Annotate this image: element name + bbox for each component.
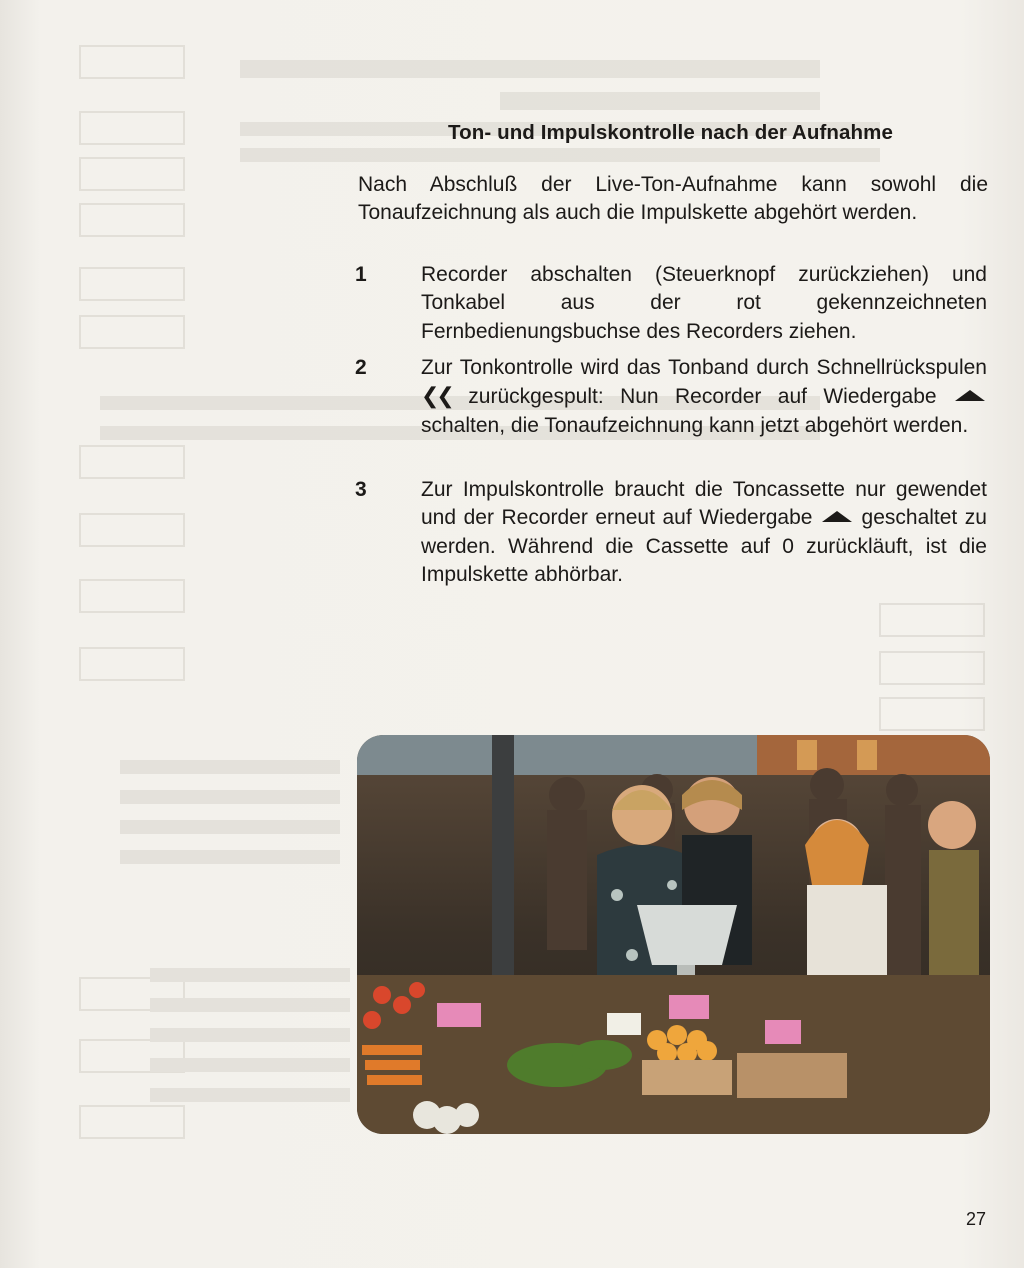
step-number: 2 bbox=[355, 356, 367, 379]
step-number: 1 bbox=[355, 263, 367, 286]
rewind-icon: ❮❮ bbox=[421, 383, 452, 409]
step-text: Recorder abschalten (Steuerknopf zurückziehen) und Tonkabel aus der rot gekennzeichneten Fernbedienungsbuchse des Recorders ziehen. bbox=[421, 263, 987, 343]
page-number: 27 bbox=[966, 1209, 987, 1229]
step-number: 3 bbox=[355, 478, 367, 501]
step-text-part: Zur Tonkontrolle wird das Tonband durch Schnellrückspulen bbox=[421, 356, 987, 379]
market-illustration bbox=[357, 735, 990, 1134]
step-text bbox=[421, 354, 987, 440]
intro-paragraph: Nach Abschluß der Live-Ton-Aufnahme kann sowohl die Tonaufzeichnung als auch die Impulskette abgehört werden. bbox=[358, 173, 988, 225]
market-scene-photo bbox=[357, 735, 990, 1134]
play-triangle-icon bbox=[822, 511, 852, 522]
section-heading: Ton- und Impulskontrolle nach der Aufnahme bbox=[448, 121, 893, 144]
step-text-part: geschaltet zu werden. Während die Cassette auf 0 zurückläuft, ist die Impulskette abhörbar. bbox=[421, 506, 987, 586]
step-text-part: schalten, die Tonaufzeichnung kann jetzt abgehört werden. bbox=[421, 413, 969, 437]
step-text-part: zurückgespult: Nun Recorder auf Wiedergabe bbox=[468, 385, 937, 409]
step-text bbox=[421, 476, 987, 589]
step-text-part: Zur Impulskontrolle braucht die Toncassette nur gewendet und der Recorder erneut auf Wiedergabe bbox=[421, 478, 987, 530]
play-triangle-icon bbox=[955, 390, 985, 401]
